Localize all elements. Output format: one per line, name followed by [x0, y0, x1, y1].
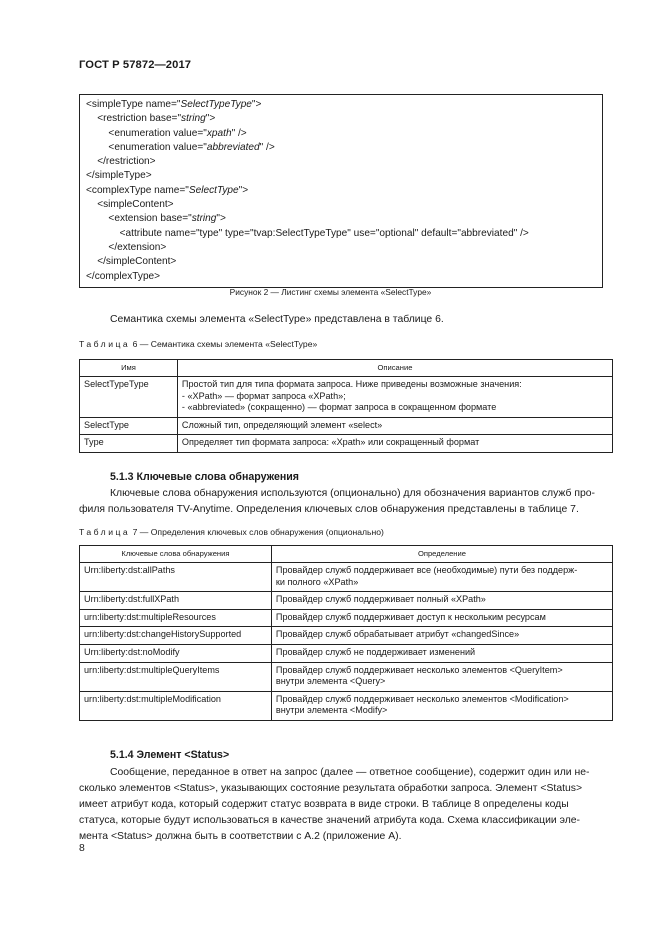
cell-line: Провайдер служб поддерживает несколько элементов <Modification>	[275, 693, 569, 704]
code-italic-value: SelectType	[188, 184, 239, 196]
code-line	[86, 212, 596, 226]
code-text: <attribute name="type" type="tvap:SelectTypeType" use="optional" default="abbreviated" />	[86, 227, 529, 239]
table-row	[80, 609, 613, 627]
code-text: <extension base="	[86, 213, 192, 225]
table6-caption	[79, 339, 317, 349]
table-row	[80, 435, 613, 453]
code-line	[86, 155, 596, 169]
table6-header-name: Имя	[80, 360, 178, 377]
paragraph-line: имеет атрибут кода, который содержит статус возврата в виде строки. В таблице 8 определены коды	[79, 799, 569, 810]
code-line	[86, 255, 596, 269]
section-5-1-3-line: Ключевые слова обнаружения используются (опционально) для обозначения вариантов служб про-	[110, 488, 595, 499]
page-number: 8	[79, 843, 85, 854]
table-row	[80, 377, 613, 418]
cell-line: - «abbreviated» (сокращенно) — формат запроса в сокращенном формате	[181, 402, 497, 413]
cell-line: Простой тип для типа формата запроса. Ниже приведены возможные значения:	[181, 379, 522, 389]
table7-caption-text: 7 — Определения ключевых слов обнаружения (опционально)	[132, 527, 384, 537]
cell-line: Провайдер служб не поддерживает изменений	[275, 646, 476, 657]
paragraph-line: мента <Status> должна быть в соответствии с А.2 (приложение А).	[79, 831, 402, 842]
section-5-1-3-heading: 5.1.3 Ключевые слова обнаружения	[110, 471, 299, 483]
cell-line: внутри элемента <Modify>	[275, 705, 388, 716]
table6-cell-name: SelectTypeType	[80, 377, 178, 418]
code-line	[86, 227, 596, 241]
code-text: " />	[231, 127, 247, 139]
code-text: ">	[251, 99, 262, 110]
table-row	[80, 592, 613, 610]
schema-listing	[79, 94, 603, 288]
table6-cell-desc	[177, 435, 612, 453]
code-line	[86, 127, 596, 141]
table7-cell-def	[271, 691, 612, 720]
table7-cell-key: urn:liberty:dst:multipleResources	[80, 609, 272, 627]
code-line	[86, 184, 596, 198]
cell-line: - «XPath» — формат запроса «XPath»;	[181, 390, 346, 401]
code-text: <complexType name="	[86, 184, 189, 196]
code-italic-value: string	[191, 213, 217, 225]
code-italic-value: xpath	[206, 127, 232, 139]
code-text: <restriction base="	[86, 113, 182, 125]
code-italic-value: abbreviated	[206, 141, 260, 153]
cell-line: Провайдер служб поддерживает несколько элементов <QueryItem>	[275, 664, 563, 675]
table7-cell-key: Urn:liberty:dst:fullXPath	[80, 592, 272, 610]
code-line	[86, 241, 596, 255]
table-row	[80, 644, 613, 662]
code-text: " />	[259, 141, 275, 153]
code-text: <enumeration value="	[86, 127, 207, 139]
paragraph-line: сколько элементов <Status>, указывающих состояние результата обработки запроса. Элемент <Status>	[79, 783, 583, 794]
paragraph-line: статуса, которые будут использоваться в качестве значений атрибута кода. Схема классификации эле-	[79, 815, 580, 826]
table-row	[80, 691, 613, 720]
cell-line: Провайдер служб поддерживает все (необходимые) пути без поддерж-	[275, 565, 578, 575]
table7-cell-key: Urn:liberty:dst:allPaths	[80, 563, 272, 592]
table6-cell-name: SelectType	[80, 417, 178, 435]
table-7	[79, 545, 613, 721]
table-row	[80, 627, 613, 645]
table-6	[79, 359, 613, 453]
cell-line: Определяет тип формата запроса: «Xpath» или сокращенный формат	[181, 437, 480, 448]
table7-cell-key: urn:liberty:dst:multipleQueryItems	[80, 662, 272, 691]
code-italic-value: string	[181, 113, 206, 125]
code-line	[86, 270, 596, 284]
table6-cell-desc	[177, 417, 612, 435]
table7-caption	[79, 527, 384, 537]
code-line	[86, 141, 596, 155]
code-text: </extension>	[86, 241, 167, 253]
table6-caption-word: Таблица	[79, 339, 131, 349]
table6-cell-name: Type	[80, 435, 178, 453]
table7-cell-def	[271, 563, 612, 592]
document-header: ГОСТ Р 57872—2017	[79, 59, 192, 71]
paragraph-line: Сообщение, переданное в ответ на запрос (далее — ответное сообщение), содержит один или не-	[110, 767, 590, 778]
table7-cell-key: urn:liberty:dst:multipleModification	[80, 691, 272, 720]
code-italic-value: SelectTypeType	[180, 99, 252, 110]
table-row	[80, 662, 613, 691]
section-5-1-4-heading: 5.1.4 Элемент <Status>	[110, 749, 230, 761]
code-text: <simpleContent>	[86, 199, 174, 211]
code-text: <enumeration value="	[86, 141, 207, 153]
code-text: </restriction>	[86, 156, 156, 168]
code-text: <simpleType name="	[86, 99, 181, 110]
table7-cell-def	[271, 644, 612, 662]
table7-cell-key: urn:liberty:dst:changeHistorySupported	[80, 627, 272, 645]
code-line	[86, 112, 596, 126]
table7-cell-def	[271, 592, 612, 610]
code-text: </complexType>	[86, 270, 161, 282]
table-row	[80, 563, 613, 592]
code-line	[86, 169, 596, 183]
code-text: ">	[238, 184, 249, 196]
section-5-1-3-line: филя пользователя TV-Anytime. Определения ключевых слов обнаружения представлены в таблице 7.	[79, 504, 579, 515]
intro-paragraph	[79, 312, 615, 328]
table6-header-desc: Описание	[177, 360, 612, 377]
table7-cell-def	[271, 662, 612, 691]
code-line	[86, 198, 596, 212]
table-row	[80, 417, 613, 435]
table7-cell-key: Urn:liberty:dst:noModify	[80, 644, 272, 662]
code-text: </simpleType>	[86, 170, 152, 182]
cell-line: ки полного «XPath»	[275, 576, 359, 587]
table7-caption-word: Таблица	[79, 527, 131, 537]
section-5-1-3-paragraph	[79, 486, 615, 518]
cell-line: Сложный тип, определяющий элемент «select»	[181, 419, 383, 430]
code-text: ">	[205, 113, 216, 125]
intro-text: Семантика схемы элемента «SelectType» представлена в таблице 6.	[110, 314, 444, 325]
table7-cell-def	[271, 627, 612, 645]
table7-cell-def	[271, 609, 612, 627]
cell-line: Провайдер служб поддерживает доступ к нескольким ресурсам	[275, 611, 546, 622]
cell-line: Провайдер служб поддерживает полный «XPath»	[275, 594, 486, 605]
table7-header-key: Ключевые слова обнаружения	[80, 546, 272, 563]
table7-header-def: Определение	[271, 546, 612, 563]
section-5-1-4-paragraph	[79, 765, 615, 845]
figure-caption: Рисунок 2 — Листинг схемы элемента «SelectType»	[229, 287, 432, 297]
cell-line: Провайдер служб обрабатывает атрибут «changedSince»	[275, 629, 520, 640]
cell-line: внутри элемента <Query>	[275, 676, 386, 687]
code-text: ">	[216, 213, 226, 225]
code-line	[86, 98, 596, 112]
code-text: </simpleContent>	[86, 256, 177, 268]
table6-cell-desc	[177, 377, 612, 418]
table6-caption-text: 6 — Семантика схемы элемента «SelectType»	[132, 339, 318, 349]
